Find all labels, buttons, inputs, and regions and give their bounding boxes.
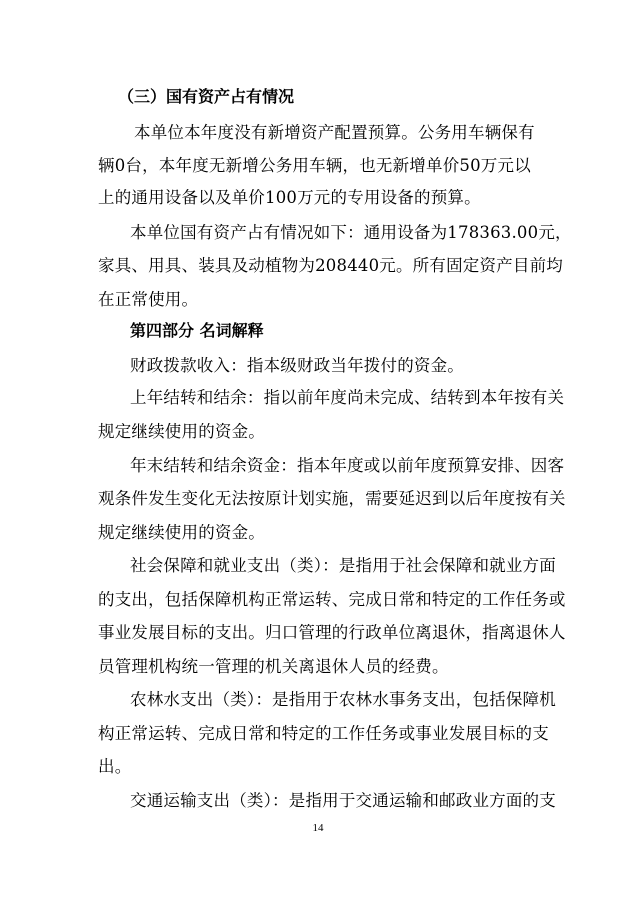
- term-definition-line: 财政拨款收入：指本级财政当年拨付的资金。: [130, 356, 464, 375]
- paragraph-line: 本单位国有资产占有情况如下：通用设备为178363.00元，: [130, 223, 572, 242]
- term-definition-line: 交通运输支出（类）：是指用于交通运输和邮政业方面的支: [130, 791, 556, 810]
- part-heading: 第四部分 名词解释: [130, 321, 264, 340]
- term-definition-line: 员管理机构统一管理的机关离退休人员的经费。: [98, 657, 449, 676]
- term-definition-line: 事业发展目标的支出。归口管理的行政单位离退休，指离退休人: [98, 623, 566, 642]
- term-definition-line: 的支出，包括保障机构正常运转、完成日常和特定的工作任务或: [98, 590, 566, 609]
- section-heading: （三）国有资产占有情况: [118, 87, 295, 106]
- term-definition-line: 年末结转和结余资金：指本年度或以前年度预算安排、因客: [130, 456, 565, 475]
- term-definition-line: 社会保障和就业支出（类）：是指用于社会保障和就业方面: [130, 556, 556, 575]
- term-definition-line: 规定继续使用的资金。: [98, 422, 265, 441]
- paragraph-line: 辆0台，本年度无新增公务用车辆，也无新增单价50万元以: [98, 156, 531, 175]
- paragraph-line: 本单位本年度没有新增资产配置预算。公务用车辆保有: [134, 123, 535, 142]
- term-definition-line: 农林水支出（类）：是指用于农林水事务支出，包括保障机: [130, 690, 556, 709]
- paragraph-line: 上的通用设备以及单价100万元的专用设备的预算。: [98, 188, 481, 207]
- term-definition-line: 出。: [98, 757, 132, 776]
- paragraph-line: 在正常使用。: [98, 290, 199, 309]
- term-definition-line: 构正常运转、完成日常和特定的工作任务或事业发展目标的支: [98, 724, 549, 743]
- term-definition-line: 上年结转和结余：指以前年度尚未完成、结转到本年按有关: [130, 388, 565, 407]
- term-definition-line: 观条件发生变化无法按原计划实施，需要延迟到以后年度按有关: [98, 489, 566, 508]
- term-definition-line: 规定继续使用的资金。: [98, 523, 265, 542]
- paragraph-line: 家具、用具、装具及动植物为208440元。所有固定资产目前均: [98, 256, 563, 275]
- page-number: 14: [312, 822, 324, 834]
